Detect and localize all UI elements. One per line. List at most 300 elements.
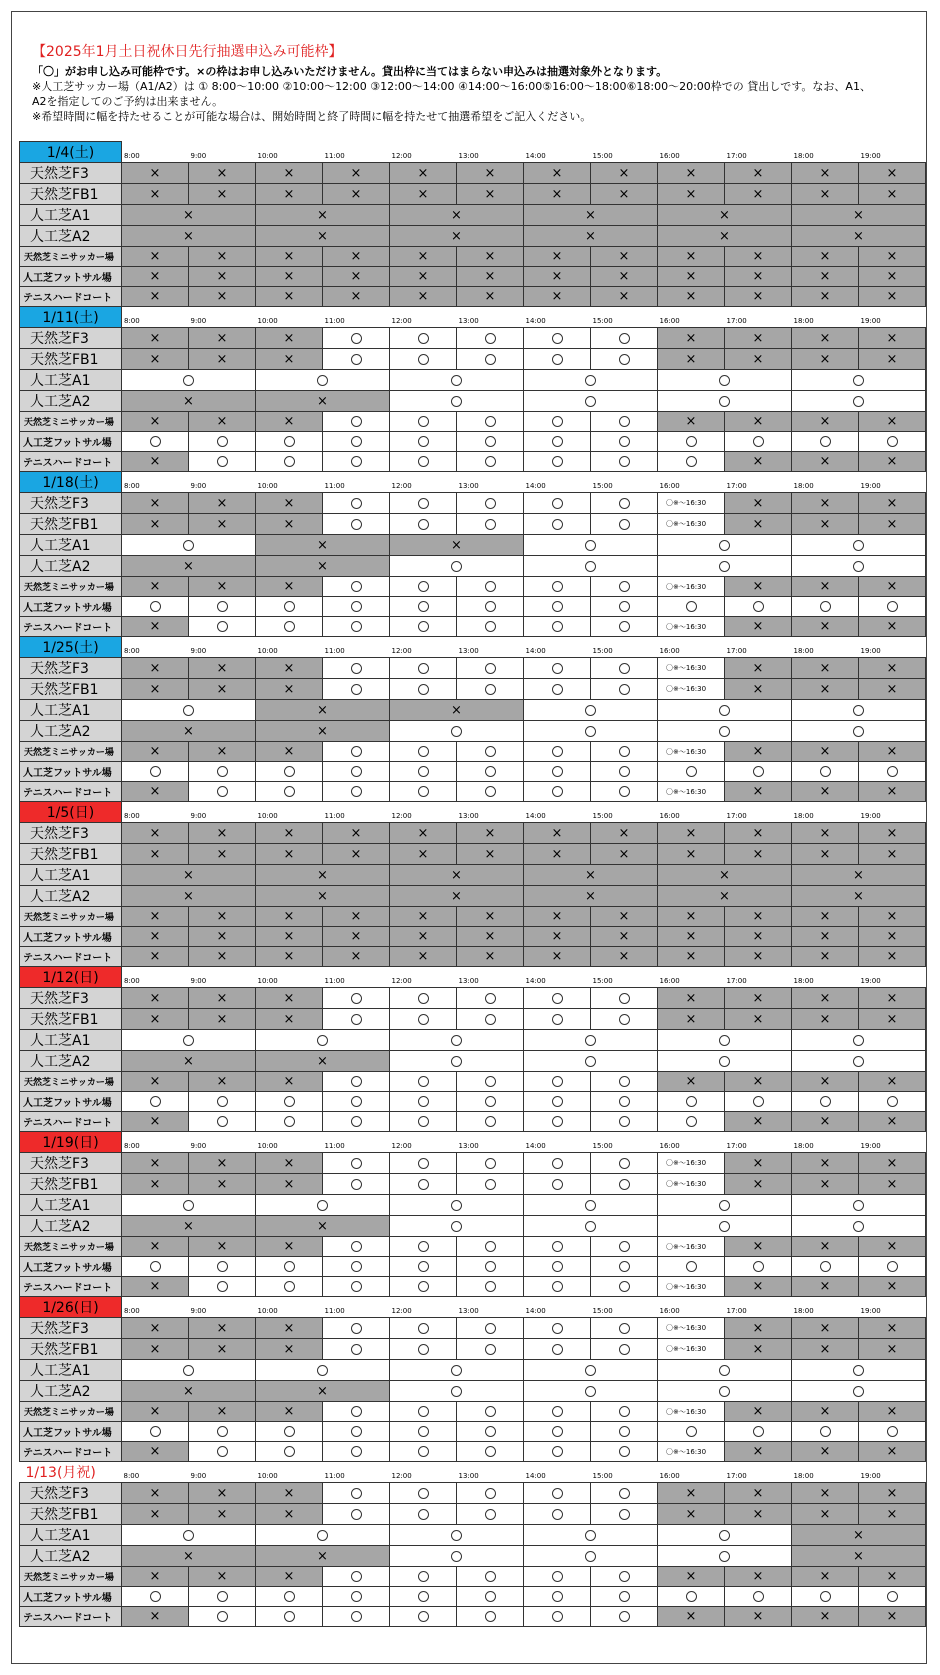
slot-available[interactable] [189,1587,256,1607]
slot-available[interactable] [390,1009,457,1030]
slot-available[interactable] [859,1257,926,1277]
slot-available[interactable] [457,782,524,802]
slot-available[interactable] [122,1030,256,1051]
slot-available[interactable] [457,617,524,637]
slot-available[interactable] [792,1195,926,1216]
slot-available[interactable] [390,1237,457,1257]
slot-available[interactable] [323,1257,390,1277]
slot-available[interactable] [457,577,524,597]
slot-available[interactable] [792,391,926,412]
slot-available[interactable] [591,432,658,452]
slot-available[interactable] [524,1360,658,1381]
slot-partial[interactable] [658,658,725,679]
slot-available[interactable] [323,617,390,637]
slot-available[interactable] [256,1587,323,1607]
slot-available[interactable] [323,988,390,1009]
slot-available[interactable] [792,556,926,577]
slot-available[interactable] [390,1318,457,1339]
slot-available[interactable] [591,658,658,679]
slot-available[interactable] [524,535,658,556]
slot-partial[interactable] [658,514,725,535]
slot-partial[interactable] [658,1318,725,1339]
slot-available[interactable] [524,617,591,637]
slot-available[interactable] [256,1112,323,1132]
slot-available[interactable] [323,1587,390,1607]
slot-partial[interactable] [658,617,725,637]
slot-available[interactable] [524,1051,658,1072]
slot-available[interactable] [658,1360,792,1381]
slot-available[interactable] [457,1009,524,1030]
slot-available[interactable] [792,1030,926,1051]
slot-available[interactable] [457,762,524,782]
slot-available[interactable] [524,700,658,721]
slot-available[interactable] [457,1442,524,1462]
slot-available[interactable] [524,577,591,597]
slot-available[interactable] [189,452,256,472]
slot-available[interactable] [323,349,390,370]
slot-available[interactable] [658,432,725,452]
slot-available[interactable] [390,1504,457,1525]
slot-available[interactable] [457,432,524,452]
slot-available[interactable] [390,1402,457,1422]
slot-available[interactable] [591,988,658,1009]
slot-available[interactable] [524,1153,591,1174]
slot-available[interactable] [323,762,390,782]
slot-available[interactable] [859,1587,926,1607]
slot-available[interactable] [457,328,524,349]
slot-available[interactable] [323,1339,390,1360]
slot-available[interactable] [591,1339,658,1360]
slot-available[interactable] [591,597,658,617]
slot-available[interactable] [256,597,323,617]
slot-available[interactable] [457,493,524,514]
slot-available[interactable] [457,1339,524,1360]
slot-available[interactable] [792,1216,926,1237]
slot-available[interactable] [792,1422,859,1442]
slot-partial[interactable] [658,1153,725,1174]
slot-available[interactable] [323,1442,390,1462]
slot-available[interactable] [256,762,323,782]
slot-available[interactable] [591,1422,658,1442]
slot-available[interactable] [524,391,658,412]
slot-available[interactable] [256,1092,323,1112]
slot-available[interactable] [524,1277,591,1297]
slot-available[interactable] [524,1339,591,1360]
slot-available[interactable] [323,493,390,514]
slot-available[interactable] [524,1442,591,1462]
slot-available[interactable] [524,782,591,802]
slot-available[interactable] [524,721,658,742]
slot-available[interactable] [390,1216,524,1237]
slot-available[interactable] [524,1072,591,1092]
slot-available[interactable] [189,1422,256,1442]
slot-available[interactable] [524,1112,591,1132]
slot-available[interactable] [256,617,323,637]
slot-available[interactable] [390,1030,524,1051]
slot-available[interactable] [390,1153,457,1174]
slot-available[interactable] [457,1237,524,1257]
slot-available[interactable] [122,370,256,391]
slot-available[interactable] [390,1587,457,1607]
slot-available[interactable] [457,1483,524,1504]
slot-available[interactable] [725,1422,792,1442]
slot-available[interactable] [457,1607,524,1627]
slot-available[interactable] [524,1422,591,1442]
slot-available[interactable] [323,514,390,535]
slot-available[interactable] [189,1442,256,1462]
slot-available[interactable] [122,1195,256,1216]
slot-available[interactable] [256,1360,390,1381]
slot-available[interactable] [591,1072,658,1092]
slot-available[interactable] [524,1030,658,1051]
slot-available[interactable] [524,1525,658,1546]
slot-available[interactable] [323,597,390,617]
slot-available[interactable] [390,1360,524,1381]
slot-partial[interactable] [658,782,725,802]
slot-available[interactable] [591,1483,658,1504]
slot-available[interactable] [189,1112,256,1132]
slot-available[interactable] [859,1422,926,1442]
slot-available[interactable] [524,988,591,1009]
slot-available[interactable] [390,391,524,412]
slot-available[interactable] [189,782,256,802]
slot-available[interactable] [591,1567,658,1587]
slot-available[interactable] [792,1257,859,1277]
slot-available[interactable] [390,721,524,742]
slot-available[interactable] [390,577,457,597]
slot-available[interactable] [323,1237,390,1257]
slot-available[interactable] [390,1546,524,1567]
slot-available[interactable] [390,1339,457,1360]
slot-available[interactable] [323,1277,390,1297]
slot-available[interactable] [122,1525,256,1546]
slot-available[interactable] [524,762,591,782]
slot-available[interactable] [591,1442,658,1462]
slot-available[interactable] [457,1153,524,1174]
slot-available[interactable] [323,1092,390,1112]
slot-available[interactable] [189,1257,256,1277]
slot-available[interactable] [658,1216,792,1237]
slot-available[interactable] [323,1607,390,1627]
slot-partial[interactable] [658,577,725,597]
slot-available[interactable] [524,1009,591,1030]
slot-available[interactable] [323,1422,390,1442]
slot-available[interactable] [256,370,390,391]
slot-available[interactable] [457,1567,524,1587]
slot-available[interactable] [323,1483,390,1504]
slot-available[interactable] [323,1567,390,1587]
slot-available[interactable] [792,370,926,391]
slot-available[interactable] [524,1504,591,1525]
slot-available[interactable] [122,1587,189,1607]
slot-available[interactable] [792,1381,926,1402]
slot-available[interactable] [457,1277,524,1297]
slot-available[interactable] [256,1195,390,1216]
slot-available[interactable] [390,597,457,617]
slot-available[interactable] [591,1174,658,1195]
slot-available[interactable] [323,679,390,700]
slot-available[interactable] [390,742,457,762]
slot-available[interactable] [658,391,792,412]
slot-available[interactable] [323,1318,390,1339]
slot-available[interactable] [122,597,189,617]
slot-partial[interactable] [658,1277,725,1297]
slot-available[interactable] [658,1525,792,1546]
slot-available[interactable] [524,556,658,577]
slot-available[interactable] [390,412,457,432]
slot-available[interactable] [792,762,859,782]
slot-available[interactable] [390,762,457,782]
slot-available[interactable] [658,721,792,742]
slot-available[interactable] [390,1277,457,1297]
slot-available[interactable] [591,617,658,637]
slot-available[interactable] [323,1009,390,1030]
slot-available[interactable] [524,1607,591,1627]
slot-available[interactable] [390,1257,457,1277]
slot-available[interactable] [591,742,658,762]
slot-available[interactable] [390,658,457,679]
slot-available[interactable] [323,742,390,762]
slot-available[interactable] [524,1546,658,1567]
slot-available[interactable] [457,1587,524,1607]
slot-available[interactable] [457,1422,524,1442]
slot-available[interactable] [859,1092,926,1112]
slot-available[interactable] [859,432,926,452]
slot-available[interactable] [658,452,725,472]
slot-available[interactable] [189,1607,256,1627]
slot-available[interactable] [122,1422,189,1442]
slot-available[interactable] [256,1442,323,1462]
slot-available[interactable] [524,370,658,391]
slot-available[interactable] [323,328,390,349]
slot-available[interactable] [457,988,524,1009]
slot-available[interactable] [122,1092,189,1112]
slot-available[interactable] [323,432,390,452]
slot-available[interactable] [591,1153,658,1174]
slot-available[interactable] [524,1402,591,1422]
slot-available[interactable] [658,1422,725,1442]
slot-available[interactable] [591,782,658,802]
slot-available[interactable] [725,1257,792,1277]
slot-available[interactable] [390,432,457,452]
slot-available[interactable] [390,617,457,637]
slot-available[interactable] [524,742,591,762]
slot-available[interactable] [524,412,591,432]
slot-available[interactable] [591,1402,658,1422]
slot-available[interactable] [457,679,524,700]
slot-available[interactable] [457,514,524,535]
slot-partial[interactable] [658,493,725,514]
slot-available[interactable] [591,679,658,700]
slot-available[interactable] [725,432,792,452]
slot-available[interactable] [390,1442,457,1462]
slot-available[interactable] [524,1237,591,1257]
slot-available[interactable] [591,1318,658,1339]
slot-available[interactable] [122,1360,256,1381]
slot-partial[interactable] [658,1237,725,1257]
slot-available[interactable] [457,1092,524,1112]
slot-available[interactable] [457,1318,524,1339]
slot-available[interactable] [591,452,658,472]
slot-available[interactable] [256,1030,390,1051]
slot-partial[interactable] [658,1339,725,1360]
slot-available[interactable] [390,556,524,577]
slot-available[interactable] [524,1587,591,1607]
slot-available[interactable] [591,412,658,432]
slot-available[interactable] [256,432,323,452]
slot-available[interactable] [591,514,658,535]
slot-available[interactable] [859,762,926,782]
slot-available[interactable] [591,1504,658,1525]
slot-available[interactable] [591,349,658,370]
slot-available[interactable] [122,1257,189,1277]
slot-available[interactable] [390,1195,524,1216]
slot-available[interactable] [524,452,591,472]
slot-partial[interactable] [658,742,725,762]
slot-available[interactable] [725,1587,792,1607]
slot-available[interactable] [658,762,725,782]
slot-available[interactable] [524,1318,591,1339]
slot-available[interactable] [524,1567,591,1587]
slot-available[interactable] [524,493,591,514]
slot-available[interactable] [457,742,524,762]
slot-available[interactable] [390,988,457,1009]
slot-partial[interactable] [658,679,725,700]
slot-available[interactable] [591,1607,658,1627]
slot-available[interactable] [390,452,457,472]
slot-available[interactable] [390,349,457,370]
slot-available[interactable] [189,617,256,637]
slot-available[interactable] [390,1483,457,1504]
slot-available[interactable] [591,1009,658,1030]
slot-available[interactable] [189,1092,256,1112]
slot-available[interactable] [524,1092,591,1112]
slot-available[interactable] [189,432,256,452]
slot-available[interactable] [658,1381,792,1402]
slot-available[interactable] [792,432,859,452]
slot-available[interactable] [457,452,524,472]
slot-available[interactable] [390,679,457,700]
slot-available[interactable] [457,658,524,679]
slot-available[interactable] [390,1381,524,1402]
slot-available[interactable] [591,577,658,597]
slot-available[interactable] [792,1360,926,1381]
slot-available[interactable] [390,1607,457,1627]
slot-available[interactable] [390,1051,524,1072]
slot-available[interactable] [323,412,390,432]
slot-available[interactable] [524,1381,658,1402]
slot-available[interactable] [792,597,859,617]
slot-available[interactable] [256,782,323,802]
slot-available[interactable] [189,1277,256,1297]
slot-available[interactable] [323,452,390,472]
slot-available[interactable] [792,535,926,556]
slot-available[interactable] [390,1567,457,1587]
slot-available[interactable] [390,493,457,514]
slot-available[interactable] [256,1257,323,1277]
slot-available[interactable] [323,1153,390,1174]
slot-available[interactable] [457,1504,524,1525]
slot-available[interactable] [591,762,658,782]
slot-available[interactable] [524,679,591,700]
slot-partial[interactable] [658,1402,725,1422]
slot-available[interactable] [591,1092,658,1112]
slot-available[interactable] [792,1092,859,1112]
slot-available[interactable] [457,412,524,432]
slot-available[interactable] [658,1257,725,1277]
slot-available[interactable] [323,1072,390,1092]
slot-available[interactable] [457,1072,524,1092]
slot-available[interactable] [323,1402,390,1422]
slot-available[interactable] [457,1257,524,1277]
slot-available[interactable] [323,658,390,679]
slot-available[interactable] [524,1483,591,1504]
slot-available[interactable] [390,1422,457,1442]
slot-available[interactable] [658,1092,725,1112]
slot-available[interactable] [390,1525,524,1546]
slot-available[interactable] [658,1112,725,1132]
slot-available[interactable] [390,328,457,349]
slot-available[interactable] [658,700,792,721]
slot-available[interactable] [256,1277,323,1297]
slot-available[interactable] [792,700,926,721]
slot-available[interactable] [859,597,926,617]
slot-available[interactable] [323,1112,390,1132]
slot-available[interactable] [256,452,323,472]
slot-available[interactable] [256,1422,323,1442]
slot-available[interactable] [390,1174,457,1195]
slot-available[interactable] [122,535,256,556]
slot-available[interactable] [323,1504,390,1525]
slot-available[interactable] [591,1257,658,1277]
slot-available[interactable] [524,1257,591,1277]
slot-available[interactable] [591,1587,658,1607]
slot-available[interactable] [792,721,926,742]
slot-available[interactable] [591,493,658,514]
slot-available[interactable] [457,1174,524,1195]
slot-available[interactable] [524,597,591,617]
slot-available[interactable] [390,1112,457,1132]
slot-available[interactable] [256,1607,323,1627]
slot-available[interactable] [524,1216,658,1237]
slot-available[interactable] [457,1402,524,1422]
slot-available[interactable] [658,1051,792,1072]
slot-available[interactable] [658,1195,792,1216]
slot-available[interactable] [323,1174,390,1195]
slot-available[interactable] [591,1237,658,1257]
slot-available[interactable] [658,370,792,391]
slot-available[interactable] [524,349,591,370]
slot-available[interactable] [658,1587,725,1607]
slot-available[interactable] [122,700,256,721]
slot-available[interactable] [323,782,390,802]
slot-available[interactable] [792,1051,926,1072]
slot-available[interactable] [390,782,457,802]
slot-available[interactable] [122,432,189,452]
slot-available[interactable] [524,514,591,535]
slot-available[interactable] [323,577,390,597]
slot-available[interactable] [390,370,524,391]
slot-available[interactable] [189,762,256,782]
slot-available[interactable] [524,658,591,679]
slot-available[interactable] [189,597,256,617]
slot-available[interactable] [591,1112,658,1132]
slot-available[interactable] [524,432,591,452]
slot-available[interactable] [658,1546,792,1567]
slot-available[interactable] [725,1092,792,1112]
slot-available[interactable] [591,328,658,349]
slot-available[interactable] [658,556,792,577]
